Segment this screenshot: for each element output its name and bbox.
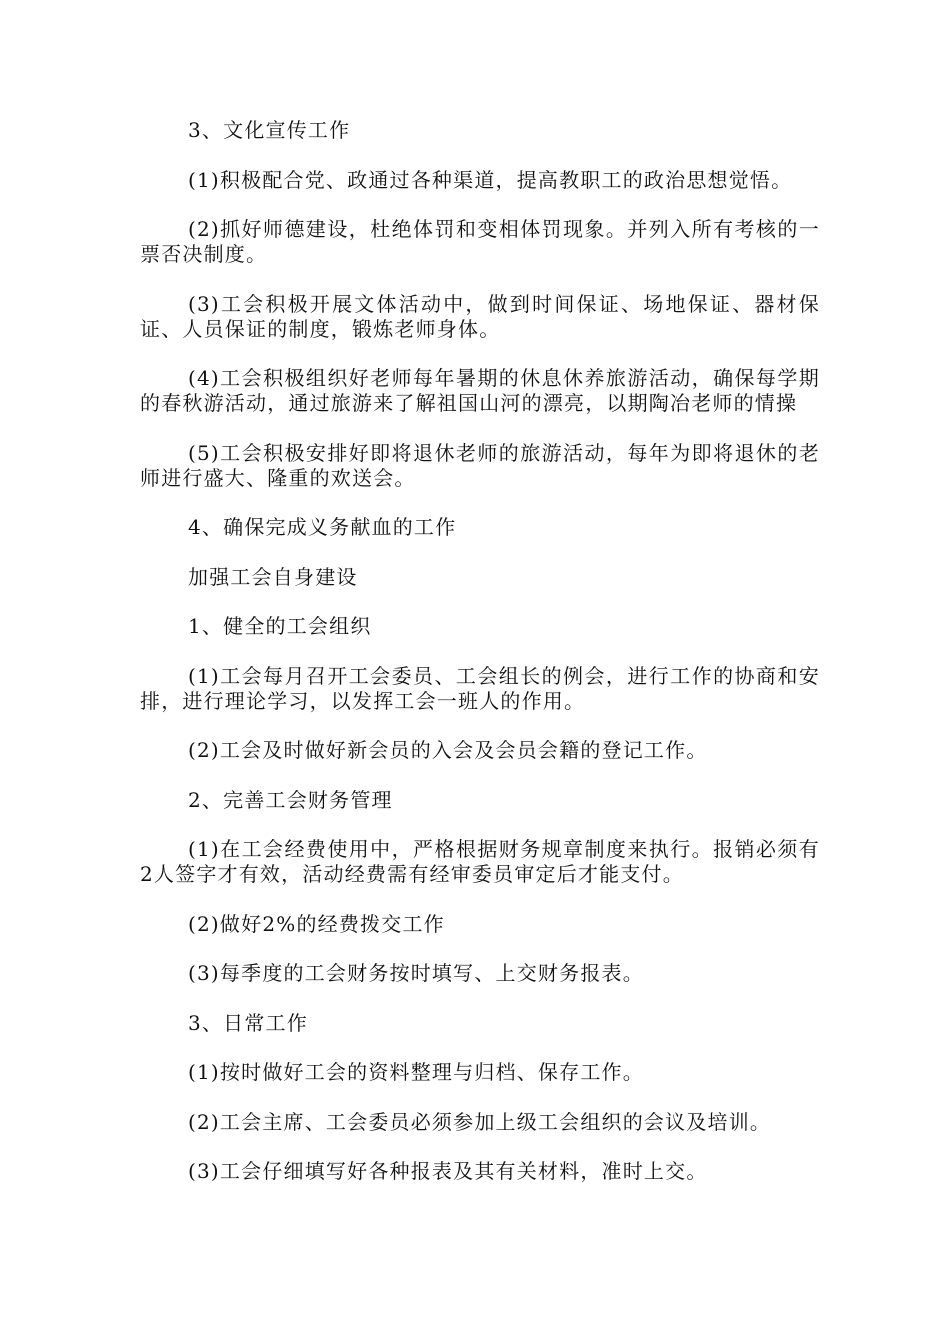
section-heading-culture-publicity: 3、文化宣传工作 [188, 118, 351, 142]
list-item: (2)工会主席、工会委员必须参加上级工会组织的会议及培训。 [188, 1109, 772, 1134]
list-item: (5)工会积极安排好即将退休老师的旅游活动，每年为即将退休的老师进行盛大、隆重的欢送会。 [140, 440, 820, 490]
list-item: (2)做好2%的经费拨交工作 [188, 911, 445, 936]
section-heading-blood-donation: 4、确保完成义务献血的工作 [188, 515, 457, 539]
list-item: (3)每季度的工会财务按时填写、上交财务报表。 [188, 961, 644, 985]
list-item: (2)抓好师德建设，杜绝体罚和变相体罚现象。并列入所有考核的一票否决制度。 [140, 217, 820, 266]
list-item: (1)在工会经费使用中，严格根据财务规章制度来执行。报销必须有2人签字才有效，活动经费需有经审委员审定后才能支付。 [140, 837, 820, 886]
section-heading-organization: 1、健全的工会组织 [188, 614, 372, 638]
list-item: (3)工会仔细填写好各种报表及其有关材料，准时上交。 [188, 1159, 708, 1183]
list-item: (1)工会每月召开工会委员、工会组长的例会，进行工作的协商和安排，进行理论学习，以发挥工会一班人的作用。 [140, 663, 820, 713]
section-heading-finance: 2、完善工会财务管理 [188, 787, 393, 812]
list-item: (2)工会及时做好新会员的入会及会员会籍的登记工作。 [188, 738, 708, 762]
section-heading-self-building: 加强工会自身建设 [188, 564, 358, 589]
list-item: (4)工会积极组织好老师每年暑期的休息休养旅游活动，确保每学期的春秋游活动，通过旅游来了解祖国山河的漂亮，以期陶冶老师的情操 [140, 366, 820, 415]
section-heading-daily-work: 3、日常工作 [188, 1010, 308, 1035]
list-item: (1)积极配合党、政通过各种渠道，提高教职工的政治思想觉悟。 [188, 167, 793, 192]
list-item: (3)工会积极开展文体活动中，做到时间保证、场地保证、器材保证、人员保证的制度，锻炼老师身体。 [140, 291, 820, 341]
document-body [140, 118, 820, 1209]
list-item: (1)按时做好工会的资料整理与归档、保存工作。 [188, 1060, 644, 1084]
